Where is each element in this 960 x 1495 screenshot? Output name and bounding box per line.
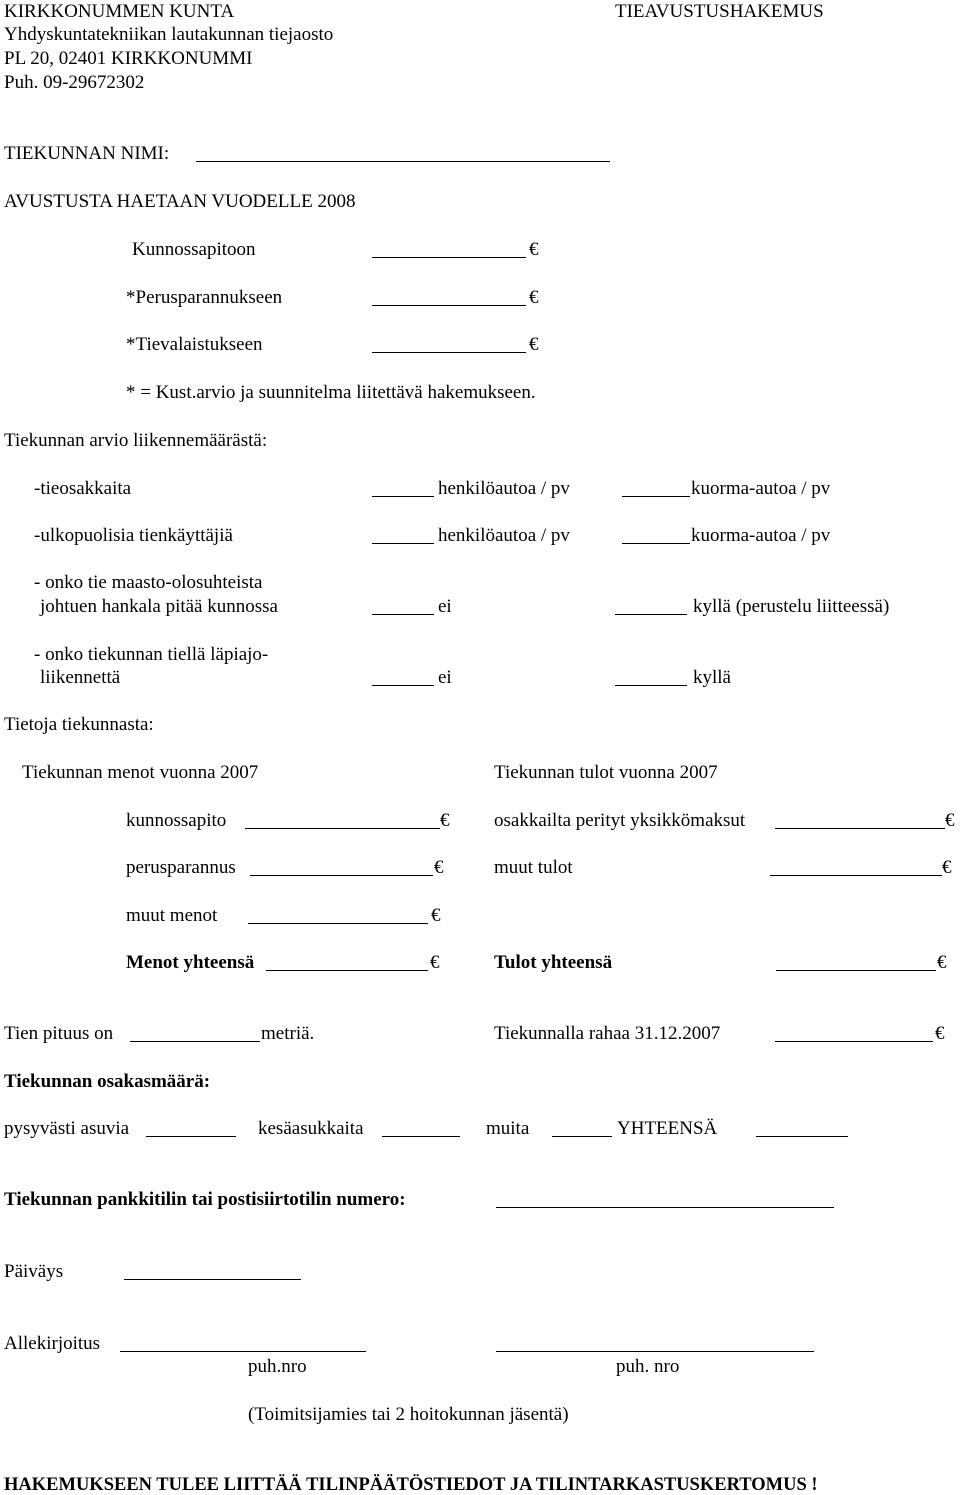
terrain-question-cont: johtuen hankala pitää kunnossa: [40, 596, 278, 617]
terrain-no-label: ei: [438, 596, 452, 617]
grant-maintenance-field[interactable]: [372, 257, 526, 258]
members-permanent-label: pysyvästi asuvia: [4, 1118, 130, 1139]
document-title: TIEAVUSTUSHAKEMUS: [615, 1, 824, 22]
euro-sign: €: [440, 810, 450, 831]
members-other-field[interactable]: [552, 1136, 612, 1137]
road-length-label: Tien pituus on: [4, 1023, 114, 1044]
expenses-total-label: Menot yhteensä: [126, 952, 255, 973]
date-label: Päiväys: [4, 1261, 64, 1282]
expense-label-improvement: perusparannus: [126, 857, 236, 878]
through-traffic-yes-field[interactable]: [615, 685, 687, 686]
cash-label: Tiekunnalla rahaa 31.12.2007: [494, 1023, 721, 1044]
traffic-unit-cars: henkilöautoa / pv: [438, 478, 570, 499]
outsiders-trucks-field[interactable]: [622, 543, 690, 544]
euro-sign: €: [942, 857, 952, 878]
euro-sign: €: [937, 952, 947, 973]
terrain-question: - onko tie maasto-olosuhteista: [34, 572, 263, 593]
members-permanent-field[interactable]: [146, 1136, 236, 1137]
members-summer-label: kesäasukkaita: [258, 1118, 364, 1139]
org-address: PL 20, 02401 KIRKKONUMMI: [4, 48, 253, 69]
expenses-total-field[interactable]: [266, 970, 428, 971]
traffic-unit-trucks: kuorma-autoa / pv: [691, 478, 831, 499]
euro-sign: €: [529, 287, 539, 308]
signature-field-2[interactable]: [496, 1351, 814, 1352]
income-total-label: Tulot yhteensä: [494, 952, 613, 973]
members-total-label: YHTEENSÄ: [617, 1118, 718, 1139]
through-traffic-no-field[interactable]: [372, 685, 434, 686]
euro-sign: €: [431, 905, 441, 926]
terrain-yes-field[interactable]: [615, 614, 687, 615]
through-traffic-yes-label: kyllä: [693, 667, 731, 688]
owners-cars-field[interactable]: [372, 496, 434, 497]
expense-improvement-field[interactable]: [250, 875, 433, 876]
members-heading: Tiekunnan osakasmäärä:: [4, 1071, 211, 1092]
attachment-notice: HAKEMUKSEEN TULEE LIITTÄÄ TILINPÄÄTÖSTIEDOT JA TILINTARKASTUSKERTOMUS !: [4, 1475, 818, 1495]
euro-sign: €: [935, 1023, 945, 1044]
expense-other-field[interactable]: [248, 923, 428, 924]
outsiders-cars-field[interactable]: [372, 543, 434, 544]
road-length-field[interactable]: [130, 1041, 260, 1042]
grant-label-improvement: *Perusparannukseen: [126, 287, 283, 308]
phone-label-1: puh.nro: [248, 1356, 307, 1377]
income-fees-field[interactable]: [775, 828, 945, 829]
euro-sign: €: [529, 239, 539, 260]
org-name: KIRKKONUMMEN KUNTA: [4, 1, 235, 22]
euro-sign: €: [529, 334, 539, 355]
owners-trucks-field[interactable]: [622, 496, 690, 497]
traffic-row-label: -ulkopuolisia tienkäyttäjiä: [34, 525, 233, 546]
through-traffic-question-cont: liikennettä: [40, 667, 121, 688]
traffic-unit-trucks: kuorma-autoa / pv: [691, 525, 831, 546]
income-other-field[interactable]: [770, 875, 942, 876]
expenses-heading: Tiekunnan menot vuonna 2007: [22, 762, 259, 783]
grant-heading: AVUSTUSTA HAETAAN VUODELLE 2008: [4, 191, 356, 212]
signer-note: (Toimitsijamies tai 2 hoitokunnan jäsentä): [248, 1404, 569, 1425]
org-unit: Yhdyskuntatekniikan lautakunnan tiejaosto: [4, 24, 334, 45]
bank-account-field[interactable]: [496, 1207, 834, 1208]
grant-improvement-field[interactable]: [372, 305, 526, 306]
grant-label-maintenance: Kunnossapitoon: [132, 239, 256, 260]
date-field[interactable]: [124, 1279, 301, 1280]
org-phone: Puh. 09-29672302: [4, 72, 145, 93]
bank-account-label: Tiekunnan pankkitilin tai postisiirtotilin numero:: [4, 1189, 406, 1210]
members-total-field[interactable]: [756, 1136, 848, 1137]
members-summer-field[interactable]: [382, 1136, 460, 1137]
expense-label-maintenance: kunnossapito: [126, 810, 227, 831]
expense-maintenance-field[interactable]: [245, 828, 440, 829]
through-traffic-question: - onko tiekunnan tiellä läpiajo-: [34, 644, 269, 665]
euro-sign: €: [434, 857, 444, 878]
grant-attachment-note: * = Kust.arvio ja suunnitelma liitettävä hakemukseen.: [126, 382, 536, 403]
terrain-no-field[interactable]: [372, 614, 434, 615]
traffic-row-label: -tieosakkaita: [34, 478, 132, 499]
euro-sign: €: [430, 952, 440, 973]
traffic-heading: Tiekunnan arvio liikennemäärästä:: [4, 430, 268, 451]
finances-heading: Tietoja tiekunnasta:: [4, 714, 154, 735]
grant-lighting-field[interactable]: [372, 352, 526, 353]
members-other-label: muita: [486, 1118, 530, 1139]
road-association-name-field[interactable]: [196, 161, 610, 162]
income-label-other: muut tulot: [494, 857, 573, 878]
income-heading: Tiekunnan tulot vuonna 2007: [494, 762, 718, 783]
terrain-yes-label: kyllä (perustelu liitteessä): [693, 596, 890, 617]
expense-label-other: muut menot: [126, 905, 218, 926]
income-label-fees: osakkailta perityt yksikkömaksut: [494, 810, 746, 831]
signature-label: Allekirjoitus: [4, 1333, 101, 1354]
road-association-name-label: TIEKUNNAN NIMI:: [4, 143, 170, 164]
euro-sign: €: [945, 810, 955, 831]
road-length-unit: metriä.: [261, 1023, 315, 1044]
cash-field[interactable]: [775, 1041, 933, 1042]
traffic-unit-cars: henkilöautoa / pv: [438, 525, 570, 546]
through-traffic-no-label: ei: [438, 667, 452, 688]
income-total-field[interactable]: [776, 970, 936, 971]
grant-label-lighting: *Tievalaistukseen: [126, 334, 263, 355]
phone-label-2: puh. nro: [616, 1356, 680, 1377]
signature-field-1[interactable]: [120, 1351, 366, 1352]
